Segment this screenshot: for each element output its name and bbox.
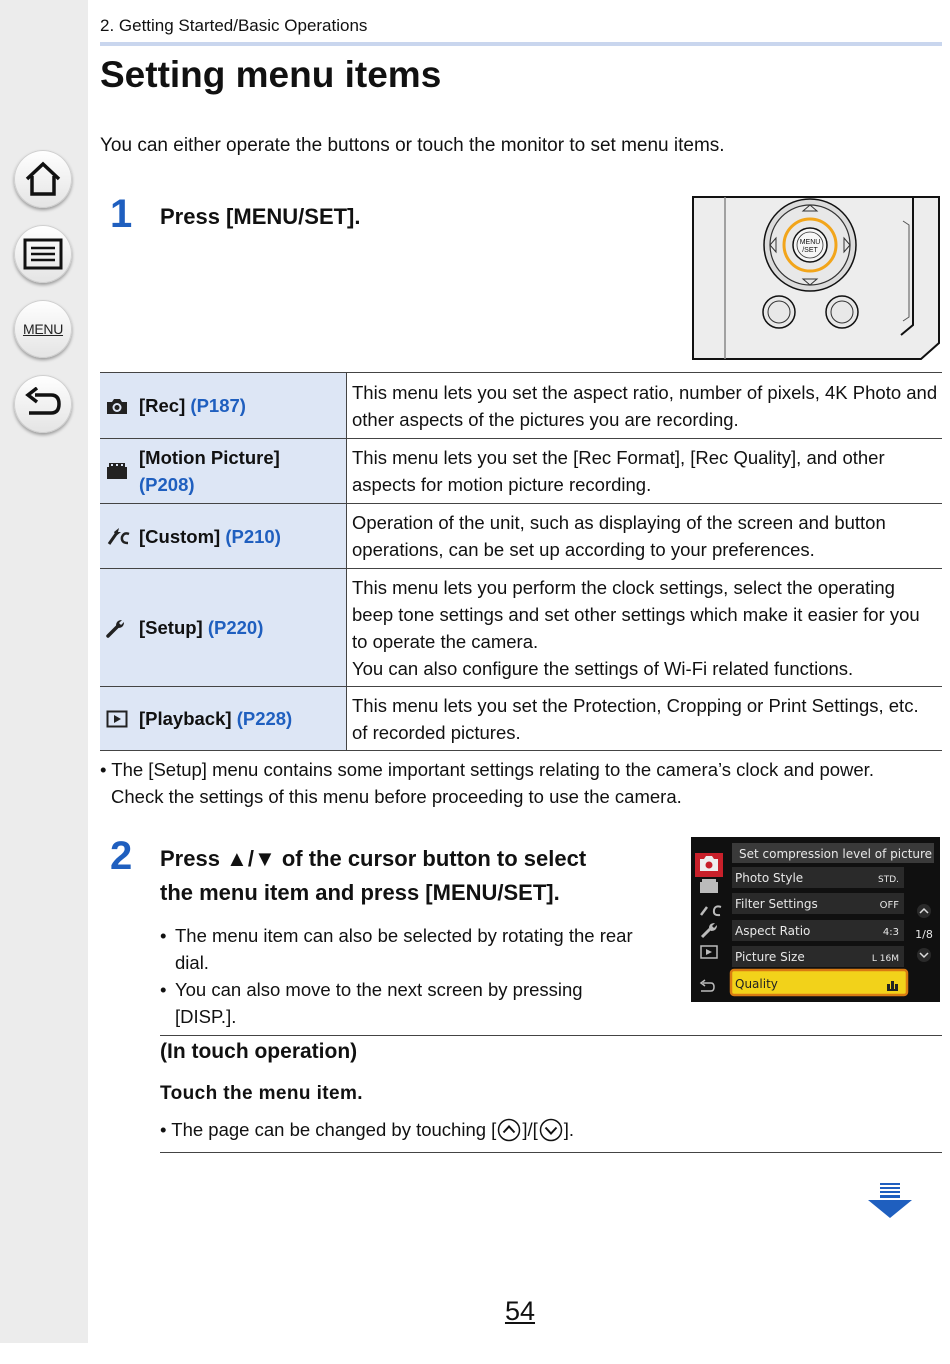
menu-desc-extra: You can also configure the settings of Wi-Fi related functions. [352,657,854,679]
step-1-text: Press [MENU/SET]. [160,204,361,229]
menu-name-cell [100,569,347,687]
intro-text: You can either operate the buttons or touch the monitor to set menu items. [100,135,725,156]
contents-button[interactable] [14,225,72,283]
screen-item-label[interactable]: Photo Style [735,871,804,885]
sidebar [0,0,88,1343]
table-row-playback [100,687,942,751]
table-row-motion-picture [100,439,942,504]
touch-note-prefix: • The page can be changed by touching [ [160,1119,497,1140]
step-2-text [160,842,586,910]
list-item: • You can also move to the next screen by pressing [DISP.]. [160,976,640,1030]
next-page-arrow-icon[interactable] [866,1183,914,1219]
menu-desc: This menu lets you perform the clock settings, select the operating beep tone settings and set other settings which make it easier for you to operate the camera. [352,576,920,652]
chevron-down-circle-icon [539,1118,563,1142]
motion-picture-icon [106,462,132,480]
touch-note [160,1118,574,1142]
step-2-line-1: Press ▲/▼ of the cursor button to select [160,846,587,871]
back-button[interactable] [14,375,72,433]
page-link[interactable]: (P210) [225,525,281,547]
wrench-icon [106,618,132,638]
menu-table [100,372,942,751]
page-link[interactable]: (P228) [236,708,293,729]
playback-icon [106,710,132,728]
chevron-up-circle-icon [497,1118,521,1142]
menu-name-cell [100,373,347,439]
screen-item-label[interactable]: Filter Settings [735,897,818,911]
menu-name: [Custom] [139,525,221,547]
table-row-custom [100,504,942,569]
table-row-setup [100,569,942,687]
step-2-line-2: the menu item and press [MENU/SET]. [160,880,560,905]
custom-icon [106,526,132,546]
page-link[interactable]: (P208) [139,474,195,495]
screen-item-value: STD. [877,875,899,885]
menu-desc: This menu lets you set the [Rec Format], [Rec Quality], and other aspects for motion picture recording. [347,439,943,504]
menu-name: [Setup] [139,617,203,638]
scroll-down-icon[interactable] [917,948,931,962]
menu-desc: This menu lets you set the Protection, Cropping or Print Settings, etc. of recorded pictures. [347,687,943,751]
page-link[interactable]: (P187) [190,395,246,416]
sidebar-bottom [0,1343,88,1364]
page-number: 54 [504,1296,536,1326]
section-divider [160,1035,942,1036]
return-icon [23,387,63,421]
header-rule [100,42,942,46]
touch-heading: (In touch operation) [160,1040,358,1063]
section-divider-bottom [160,1152,942,1153]
home-button[interactable] [14,150,72,208]
screen-item-value: 4:3 [882,927,899,938]
touch-instruction: Touch the menu item. [160,1083,363,1104]
screen-item-label[interactable]: Aspect Ratio [735,924,811,938]
setup-note-line-2: Check the settings of this menu before proceeding to use the camera. [111,786,682,807]
menu-desc-cell [347,569,943,687]
menu-set-button-label-2: /SET [802,247,818,254]
list-item: • The menu item can also be selected by rotating the rear dial. [160,922,640,976]
home-icon [23,160,63,198]
touch-note-mid: ]/[ [522,1119,538,1140]
camera-back-illustration [691,195,941,361]
breadcrumb: 2. Getting Started/Basic Operations [100,16,368,35]
menu-list-button[interactable] [14,300,72,358]
step-1-number: 1 [110,192,133,236]
menu-name-cell [100,504,347,569]
menu-name: [Playback] [139,708,232,729]
menu-label: MENU [22,321,64,337]
menu-desc: This menu lets you set the aspect ratio, number of pixels, 4K Photo and other aspects of the pictures you are recording. [347,373,943,439]
screen-item-value: OFF [879,900,899,911]
motion-picture-icon [700,879,718,893]
page-title: Setting menu items [100,54,442,95]
camera-icon [106,397,132,415]
menu-name: [Motion Picture] [139,447,280,468]
touch-note-suffix: ]. [563,1119,575,1140]
scroll-up-icon[interactable] [917,904,931,918]
screen-item-value: L 16M [871,954,899,964]
menu-desc: Operation of the unit, such as displaying of the screen and button operations, can be set up according to your preferences. [347,504,943,569]
menu-name-cell [100,687,347,751]
page-indicator: 1/8 [915,928,933,941]
list-icon [23,238,63,270]
screen-header: Set compression level of picture [739,847,933,861]
step-2-bullets [160,922,640,1030]
menu-name-cell [100,439,347,504]
setup-note [100,756,945,810]
menu-name: [Rec] [139,395,186,416]
page-link[interactable]: (P220) [207,617,264,638]
screen-item-label[interactable]: Picture Size [735,950,805,964]
table-row-rec [100,373,942,439]
menu-set-button-label: MENU [799,239,821,246]
screen-item-label-selected[interactable]: Quality [735,977,778,991]
step-2-number: 2 [110,834,133,878]
camera-menu-screen [691,837,940,1002]
setup-note-line-1: • The [Setup] menu contains some important settings relating to the camera’s clock and power. [100,759,874,780]
